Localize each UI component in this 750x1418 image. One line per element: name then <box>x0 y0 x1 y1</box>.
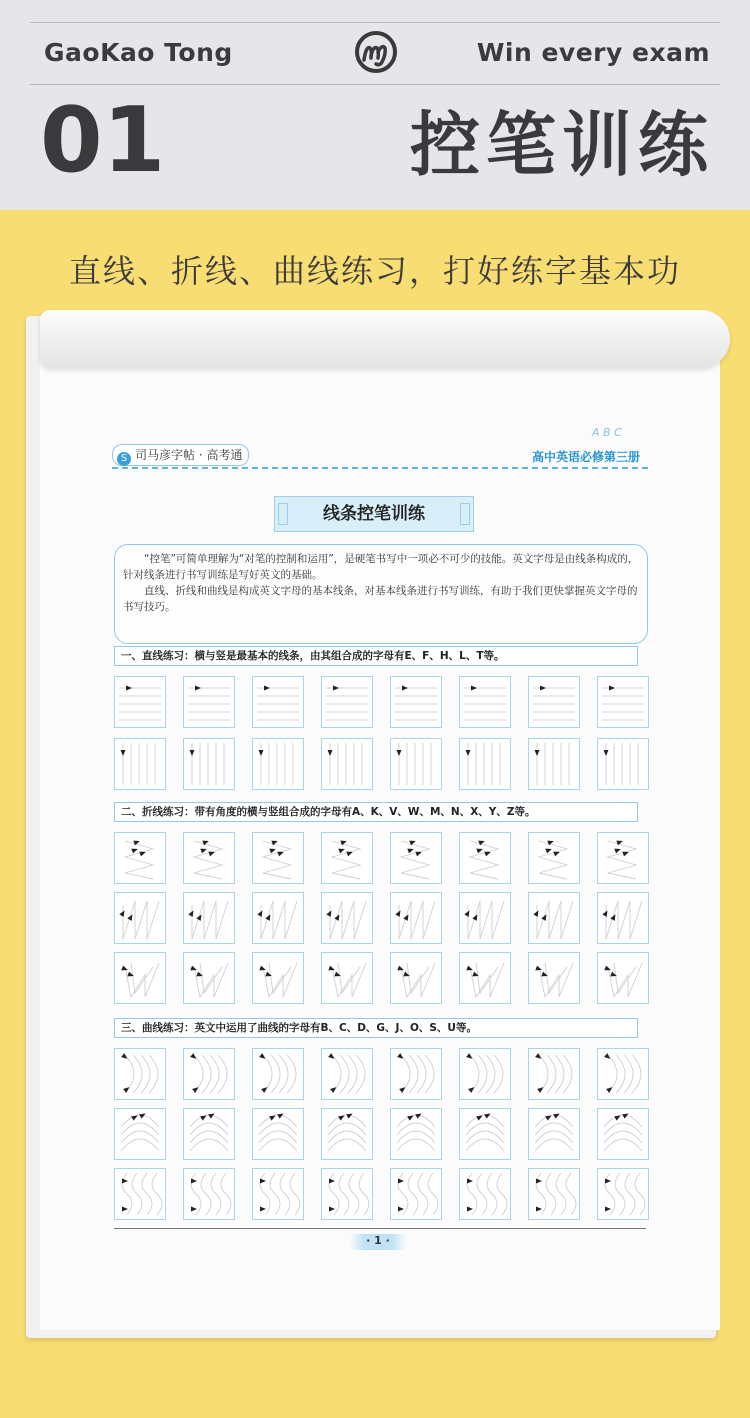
sheet-brand <box>112 444 249 466</box>
horizontal-line-cell <box>183 676 235 728</box>
curve-wave-cell <box>252 1108 304 1160</box>
vertical-line-cell <box>597 738 649 790</box>
curve-wave-cell <box>390 1108 442 1160</box>
vertical-line-cell <box>252 738 304 790</box>
exercise-3-heading: 三、曲线练习：英文中运用了曲线的字母有B、C、D、G、J、O、S、U等。 <box>114 1018 638 1038</box>
zigzag-diagonal-cell <box>114 952 166 1004</box>
abc-decoration-icon: A B C <box>592 426 622 439</box>
vertical-line-cell <box>459 738 511 790</box>
horizontal-line-cell <box>390 676 442 728</box>
zigzag-horizontal-cell <box>183 832 235 884</box>
vertical-line-cell <box>183 738 235 790</box>
vertical-line-cell <box>390 738 442 790</box>
zigzag-diagonal-cell <box>183 952 235 1004</box>
curve-s-cell <box>321 1168 373 1220</box>
curve-s-cell <box>390 1168 442 1220</box>
horizontal-line-cell <box>597 676 649 728</box>
zigzag-horizontal-cell <box>528 832 580 884</box>
brand-left: GaoKao Tong <box>44 38 233 67</box>
zigzag-vertical-cell <box>321 892 373 944</box>
zigzag-horizontal-cell <box>597 832 649 884</box>
curve-s-cell <box>114 1168 166 1220</box>
curve-wave-cell <box>597 1108 649 1160</box>
curve-wave-cell <box>114 1108 166 1160</box>
zigzag-horizontal-cell <box>321 832 373 884</box>
vertical-line-cell <box>321 738 373 790</box>
page-number: · 1 · <box>350 1234 406 1250</box>
horizontal-line-cell <box>321 676 373 728</box>
zigzag-vertical-cell <box>528 892 580 944</box>
zigzag-diagonal-cell <box>252 952 304 1004</box>
zigzag-horizontal-cell <box>390 832 442 884</box>
straight-line-grid <box>114 676 648 790</box>
subtitle: 直线、折线、曲线练习，打好练字基本功 <box>68 252 681 290</box>
section-number: 01 <box>40 88 166 193</box>
zigzag-vertical-cell <box>252 892 304 944</box>
intro-paragraph-1: “控笔”可简单理解为“对笔的控制和运用”，是硬笔书写中一项必不可少的技能。英文字母是由线条构成的，针对线条进行书写训练是写好英文的基础。 <box>123 553 639 581</box>
intro-box <box>114 544 648 644</box>
intro-paragraph-2: 直线、折线和曲线是构成英文字母的基本线条，对基本线条进行书写训练，有助于我们更快掌握英文字母的书写技巧。 <box>123 585 638 613</box>
curve-arc-cell <box>597 1048 649 1100</box>
sheet-book-title: 高中英语必修第三册 <box>531 450 640 464</box>
my-logo-icon <box>352 28 400 76</box>
curve-wave-cell <box>459 1108 511 1160</box>
zigzag-vertical-cell <box>390 892 442 944</box>
curve-s-cell <box>183 1168 235 1220</box>
curve-s-cell <box>252 1168 304 1220</box>
curve-s-cell <box>459 1168 511 1220</box>
sheet-footer-rule <box>114 1228 646 1229</box>
sheet-title: 线条控笔训练 <box>274 496 474 532</box>
header-top-rule <box>30 22 720 23</box>
curve-arc-cell <box>321 1048 373 1100</box>
zigzag-vertical-cell <box>114 892 166 944</box>
sheet-brand-text: 司马彦字帖 · 高考通 <box>135 448 243 462</box>
zigzag-diagonal-cell <box>528 952 580 1004</box>
zigzag-horizontal-cell <box>114 832 166 884</box>
curve-wave-cell <box>183 1108 235 1160</box>
zigzag-diagonal-cell <box>597 952 649 1004</box>
header-bottom-rule <box>30 84 720 85</box>
horizontal-line-cell <box>528 676 580 728</box>
curve-s-cell <box>528 1168 580 1220</box>
zigzag-horizontal-cell <box>459 832 511 884</box>
horizontal-line-cell <box>459 676 511 728</box>
curve-wave-cell <box>321 1108 373 1160</box>
curve-arc-cell <box>252 1048 304 1100</box>
book-roll <box>40 310 730 368</box>
section-title: 控笔训练 <box>410 104 714 186</box>
curve-arc-cell <box>459 1048 511 1100</box>
header-band <box>0 0 750 212</box>
zigzag-horizontal-cell <box>252 832 304 884</box>
zigzag-line-grid <box>114 832 648 1004</box>
zigzag-diagonal-cell <box>390 952 442 1004</box>
zigzag-vertical-cell <box>459 892 511 944</box>
zigzag-vertical-cell <box>597 892 649 944</box>
curve-line-grid <box>114 1048 648 1220</box>
curve-arc-cell <box>114 1048 166 1100</box>
exercise-2-heading: 二、折线练习：带有角度的横与竖组合成的字母有A、K、V、W、M、N、X、Y、Z等。 <box>114 802 638 822</box>
brand-right: Win every exam <box>476 38 710 67</box>
curve-arc-cell <box>390 1048 442 1100</box>
curve-wave-cell <box>528 1108 580 1160</box>
curve-arc-cell <box>528 1048 580 1100</box>
vertical-line-cell <box>114 738 166 790</box>
curve-arc-cell <box>183 1048 235 1100</box>
s-logo-icon: S <box>117 452 131 466</box>
zigzag-diagonal-cell <box>459 952 511 1004</box>
horizontal-line-cell <box>114 676 166 728</box>
sheet-header-dashed-rule <box>112 467 648 469</box>
vertical-line-cell <box>528 738 580 790</box>
zigzag-vertical-cell <box>183 892 235 944</box>
zigzag-diagonal-cell <box>321 952 373 1004</box>
horizontal-line-cell <box>252 676 304 728</box>
exercise-1-heading: 一、直线练习：横与竖是最基本的线条，由其组合成的字母有E、F、H、L、T等。 <box>114 646 638 666</box>
curve-s-cell <box>597 1168 649 1220</box>
